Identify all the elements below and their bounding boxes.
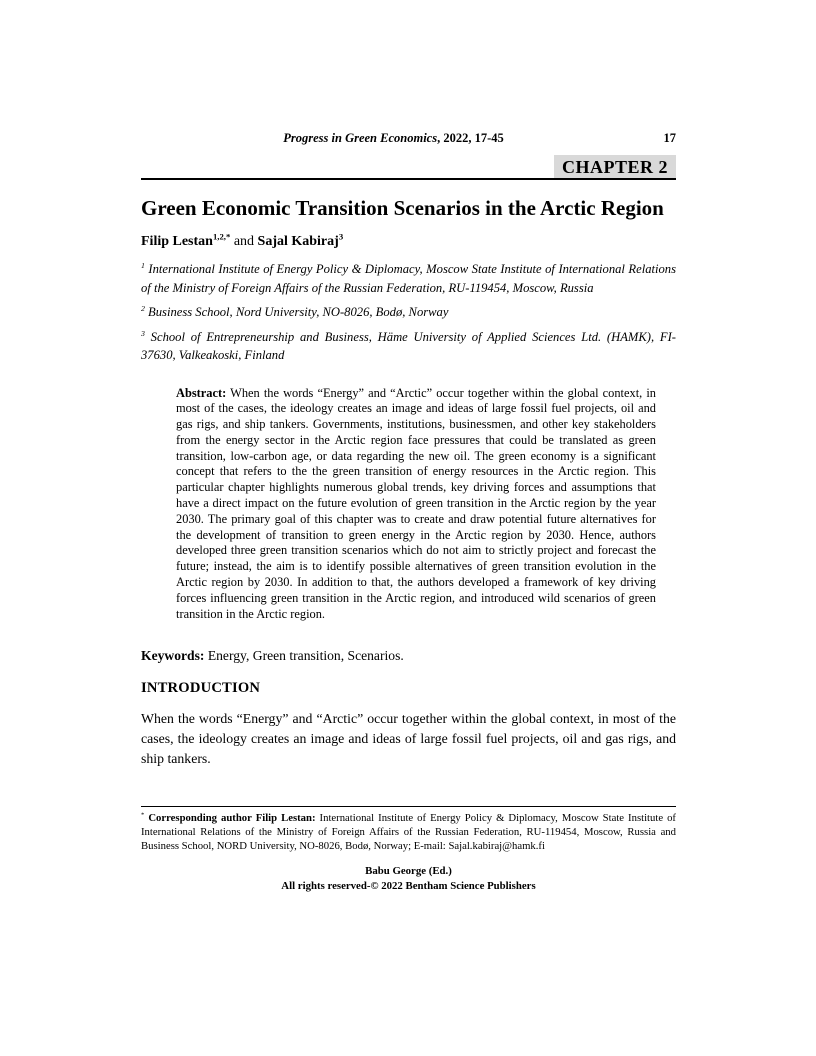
introduction-paragraph: When the words “Energy” and “Arctic” occur together within the global context, in most of the cases, the ideology creates an image and ideas of large fossil fuel projects, oil and gas rigs, and ship tankers.	[141, 711, 676, 767]
affiliations-block	[141, 260, 676, 365]
editor-line: Babu George (Ed.)	[365, 865, 452, 877]
author-2-name: Sajal Kabiraj	[257, 234, 339, 249]
running-header	[141, 131, 676, 146]
chapter-badge: CHAPTER 2	[554, 155, 676, 178]
affiliation-2-marker: 2	[141, 303, 145, 313]
keywords-text: Energy, Green transition, Scenarios.	[204, 648, 404, 664]
keywords-line	[141, 646, 676, 665]
journal-title: Progress in Green Economics	[283, 131, 438, 145]
corresponding-author-footnote	[141, 811, 676, 853]
abstract-text: When the words “Energy” and “Arctic” occur together within the global context, in most of the cases, the ideology creates an image and ideas of large fossil fuel projects, oil and gas rigs, and ship tankers. Governments, institutions, businessmen, and other key stakeholders from the energy sector in the Arctic region face pressures that could be translated as green transition, low-carbon age, or data regarding the new oil. The green economy is a significant concept that refers to the the green transition of energy resources in the Arctic region. This particular chapter highlights numerous global trends, key driving forces and assumptions that have a direct impact on the future evolution of green transition in the Arctic region by the year 2030. The primary goal of this chapter was to create and draw potential future alternatives for the development of transition to green energy in the Arctic region by 2030. Hence, authors developed three green transition scenarios which do not aim to strictly project and forecast the future; instead, the aim is to identify possible alternatives of green transition evolution in the Arctic region by 2030. In addition to that, the authors developed a framework of key driving forces influencing green transition in the Arctic region, and introduced wild scenarios of green transition in the Arctic region.	[176, 385, 656, 621]
footnote-text: International Institute of Energy Policy & Diplomacy, Moscow State Institute of International Relations of the Ministry of Foreign Affairs of the Russian Federation, RU-119454, Moscow, Russia and Business School, NORD University, NO-8026, Bodø, Norway; E-mail: Sajal.kabiraj@hamk.fi	[141, 812, 676, 852]
abstract-block	[176, 386, 656, 623]
affiliation-1-text: International Institute of Energy Policy & Diplomacy, Moscow State Institute of International Relations of the Ministry of Foreign Affairs of the Russian Federation, RU-119454, Moscow, Russia	[141, 262, 676, 295]
chapter-title: Green Economic Transition Scenarios in the Arctic Region	[141, 196, 664, 220]
page-content	[141, 0, 676, 783]
affiliation-2-text: Business School, Nord University, NO-8026, Bodø, Norway	[144, 305, 449, 319]
author-line	[141, 232, 676, 252]
author-connector: and	[230, 234, 258, 249]
affiliation-3	[141, 328, 676, 365]
footnote-divider	[141, 806, 676, 807]
publisher-block	[141, 864, 676, 893]
affiliation-3-text: School of Entrepreneurship and Business, Häme University of Applied Sciences Ltd. (HAMK), FI-37630, Valkeakoski, Finland	[141, 329, 676, 362]
introduction-heading: INTRODUCTION	[141, 680, 261, 697]
affiliation-1-marker: 1	[141, 260, 145, 270]
chapter-header-rule	[141, 155, 676, 180]
journal-citation: , 2022, 17-45	[437, 131, 504, 145]
affiliation-1	[141, 260, 676, 297]
author-1-name: Filip Lestan	[141, 234, 213, 249]
footnote-marker: *	[141, 811, 145, 819]
footnote-label: Corresponding author Filip Lestan:	[144, 812, 316, 824]
affiliation-3-marker: 3	[141, 328, 145, 338]
keywords-label: Keywords:	[141, 648, 205, 664]
rights-line: All rights reserved-© 2022 Bentham Science Publishers	[281, 879, 536, 892]
author-1-superscript: 1,2,*	[212, 231, 231, 242]
page-number: 17	[663, 131, 676, 145]
affiliation-2	[141, 303, 676, 322]
page-footer	[141, 806, 676, 893]
abstract-label: Abstract:	[176, 385, 227, 400]
author-2-superscript: 3	[338, 231, 344, 242]
